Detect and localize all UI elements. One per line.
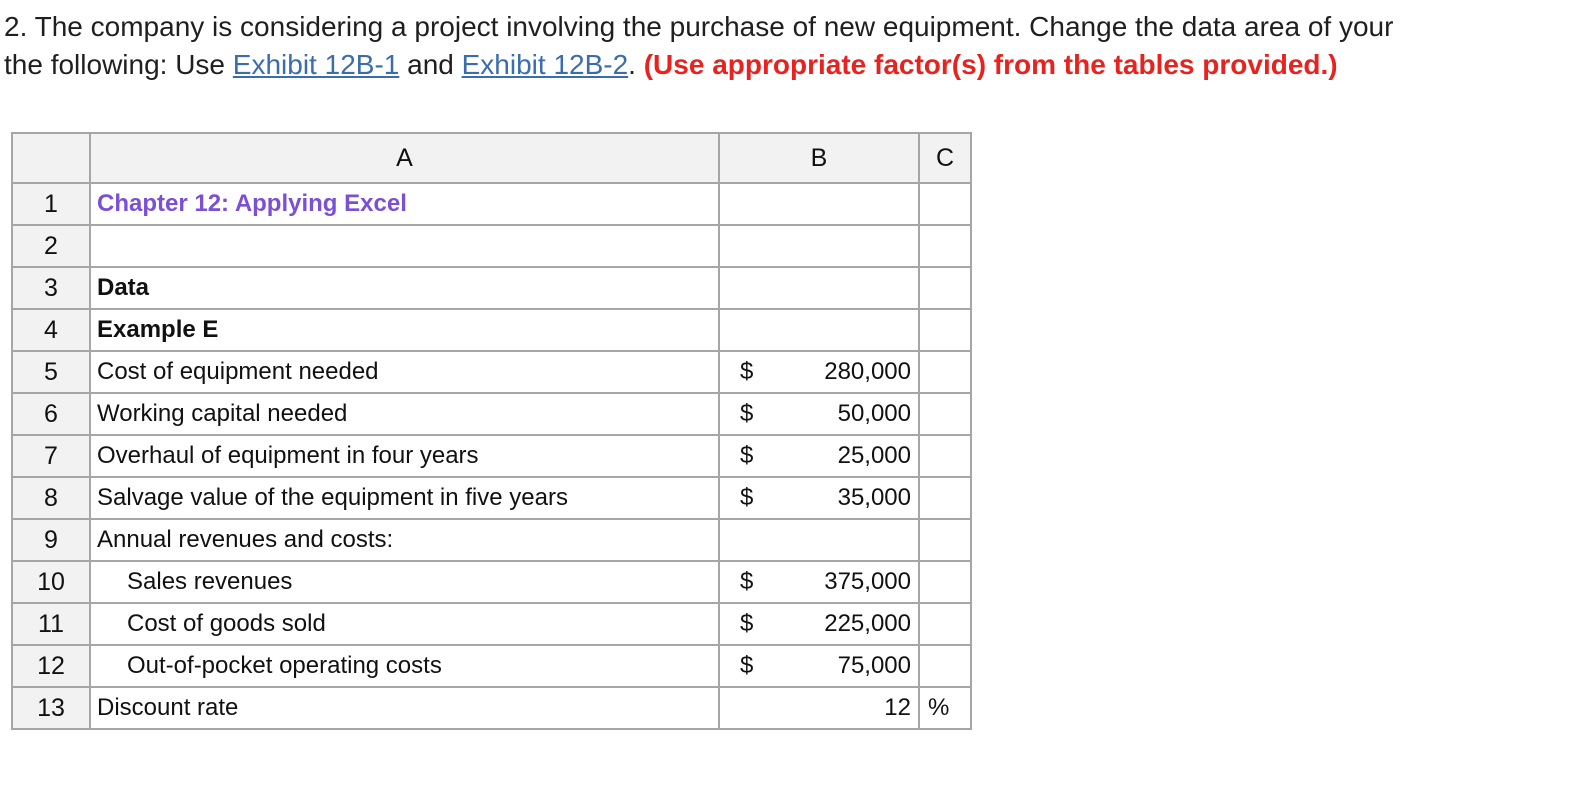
table-row bbox=[12, 561, 971, 603]
row-number: 1 bbox=[12, 183, 90, 225]
table-row bbox=[12, 267, 971, 309]
period-text: . bbox=[628, 49, 644, 80]
cell-unit[interactable] bbox=[919, 435, 971, 477]
cell-value[interactable] bbox=[719, 309, 919, 351]
cell-unit[interactable] bbox=[919, 351, 971, 393]
cell-unit[interactable] bbox=[919, 645, 971, 687]
row-number: 6 bbox=[12, 393, 90, 435]
cell-value[interactable] bbox=[719, 645, 919, 687]
row-number: 10 bbox=[12, 561, 90, 603]
table-row bbox=[12, 351, 971, 393]
currency-symbol: $ bbox=[740, 484, 754, 511]
cell-unit[interactable] bbox=[919, 267, 971, 309]
cell-value[interactable] bbox=[719, 393, 919, 435]
table-row bbox=[12, 183, 971, 225]
cell-unit[interactable]: % bbox=[919, 687, 971, 729]
cell-label[interactable]: Working capital needed bbox=[90, 393, 719, 435]
table-row bbox=[12, 645, 971, 687]
column-header-b: B bbox=[719, 133, 919, 183]
cell-unit[interactable] bbox=[919, 183, 971, 225]
cell-label[interactable]: Overhaul of equipment in four years bbox=[90, 435, 719, 477]
cell-label[interactable]: Salvage value of the equipment in five years bbox=[90, 477, 719, 519]
cell-value[interactable] bbox=[719, 561, 919, 603]
cell-unit[interactable] bbox=[919, 225, 971, 267]
currency-symbol: $ bbox=[740, 652, 754, 679]
question-line-2-prefix: the following: Use bbox=[4, 49, 233, 80]
row-number: 4 bbox=[12, 309, 90, 351]
row-number: 13 bbox=[12, 687, 90, 729]
value-number: 280,000 bbox=[824, 358, 911, 385]
cell-value[interactable] bbox=[719, 225, 919, 267]
row-number: 8 bbox=[12, 477, 90, 519]
value-number: 375,000 bbox=[824, 568, 911, 595]
cell-value[interactable] bbox=[719, 351, 919, 393]
instruction-note: (Use appropriate factor(s) from the tables provided.) bbox=[643, 49, 1338, 80]
currency-symbol: $ bbox=[740, 358, 754, 385]
currency-symbol: $ bbox=[740, 400, 754, 427]
cell-value[interactable] bbox=[719, 267, 919, 309]
row-number: 3 bbox=[12, 267, 90, 309]
row-number: 9 bbox=[12, 519, 90, 561]
cell-value[interactable] bbox=[719, 183, 919, 225]
table-row bbox=[12, 393, 971, 435]
cell-label[interactable]: Example E bbox=[90, 309, 719, 351]
value-number: 225,000 bbox=[824, 610, 911, 637]
cell-label[interactable]: Data bbox=[90, 267, 719, 309]
exhibit-12b-2-link[interactable]: Exhibit 12B-2 bbox=[461, 49, 629, 80]
table-row bbox=[12, 603, 971, 645]
cell-value[interactable] bbox=[719, 519, 919, 561]
cell-value[interactable] bbox=[719, 435, 919, 477]
value-number: 12 bbox=[884, 694, 911, 721]
cell-label[interactable]: Annual revenues and costs: bbox=[90, 519, 719, 561]
cell-unit[interactable] bbox=[919, 519, 971, 561]
cell-label[interactable]: Sales revenues bbox=[90, 561, 719, 603]
column-header-a: A bbox=[90, 133, 719, 183]
currency-symbol: $ bbox=[740, 442, 754, 469]
row-number: 2 bbox=[12, 225, 90, 267]
table-row bbox=[12, 225, 971, 267]
row-number: 5 bbox=[12, 351, 90, 393]
cell-label[interactable]: Cost of goods sold bbox=[90, 603, 719, 645]
spreadsheet-table bbox=[11, 132, 972, 730]
table-row bbox=[12, 519, 971, 561]
cell-value[interactable] bbox=[719, 477, 919, 519]
question-text bbox=[4, 8, 1570, 84]
table-row bbox=[12, 309, 971, 351]
corner-cell bbox=[12, 133, 90, 183]
cell-unit[interactable] bbox=[919, 477, 971, 519]
row-number: 12 bbox=[12, 645, 90, 687]
cell-label[interactable]: Cost of equipment needed bbox=[90, 351, 719, 393]
cell-unit[interactable] bbox=[919, 309, 971, 351]
currency-symbol: $ bbox=[740, 610, 754, 637]
cell-unit[interactable] bbox=[919, 603, 971, 645]
exhibit-12b-1-link[interactable]: Exhibit 12B-1 bbox=[232, 49, 400, 80]
cell-unit[interactable] bbox=[919, 561, 971, 603]
column-header-c: C bbox=[919, 133, 971, 183]
cell-label[interactable]: Discount rate bbox=[90, 687, 719, 729]
cell-value[interactable] bbox=[719, 603, 919, 645]
question-line-1: 2. The company is considering a project involving the purchase of new equipment. Change the data area of your bbox=[4, 11, 1394, 42]
table-row bbox=[12, 435, 971, 477]
row-number: 7 bbox=[12, 435, 90, 477]
cell-value[interactable] bbox=[719, 687, 919, 729]
table-row bbox=[12, 477, 971, 519]
value-number: 75,000 bbox=[837, 652, 911, 679]
value-number: 50,000 bbox=[837, 400, 911, 427]
table-row bbox=[12, 687, 971, 729]
cell-label[interactable]: Chapter 12: Applying Excel bbox=[90, 183, 719, 225]
value-number: 35,000 bbox=[837, 484, 911, 511]
column-header-row bbox=[12, 133, 971, 183]
row-number: 11 bbox=[12, 603, 90, 645]
value-number: 25,000 bbox=[837, 442, 911, 469]
cell-label[interactable]: Out-of-pocket operating costs bbox=[90, 645, 719, 687]
cell-unit[interactable] bbox=[919, 393, 971, 435]
and-text: and bbox=[399, 49, 462, 80]
currency-symbol: $ bbox=[740, 568, 754, 595]
question-line-2 bbox=[4, 46, 1570, 84]
cell-label[interactable] bbox=[90, 225, 719, 267]
